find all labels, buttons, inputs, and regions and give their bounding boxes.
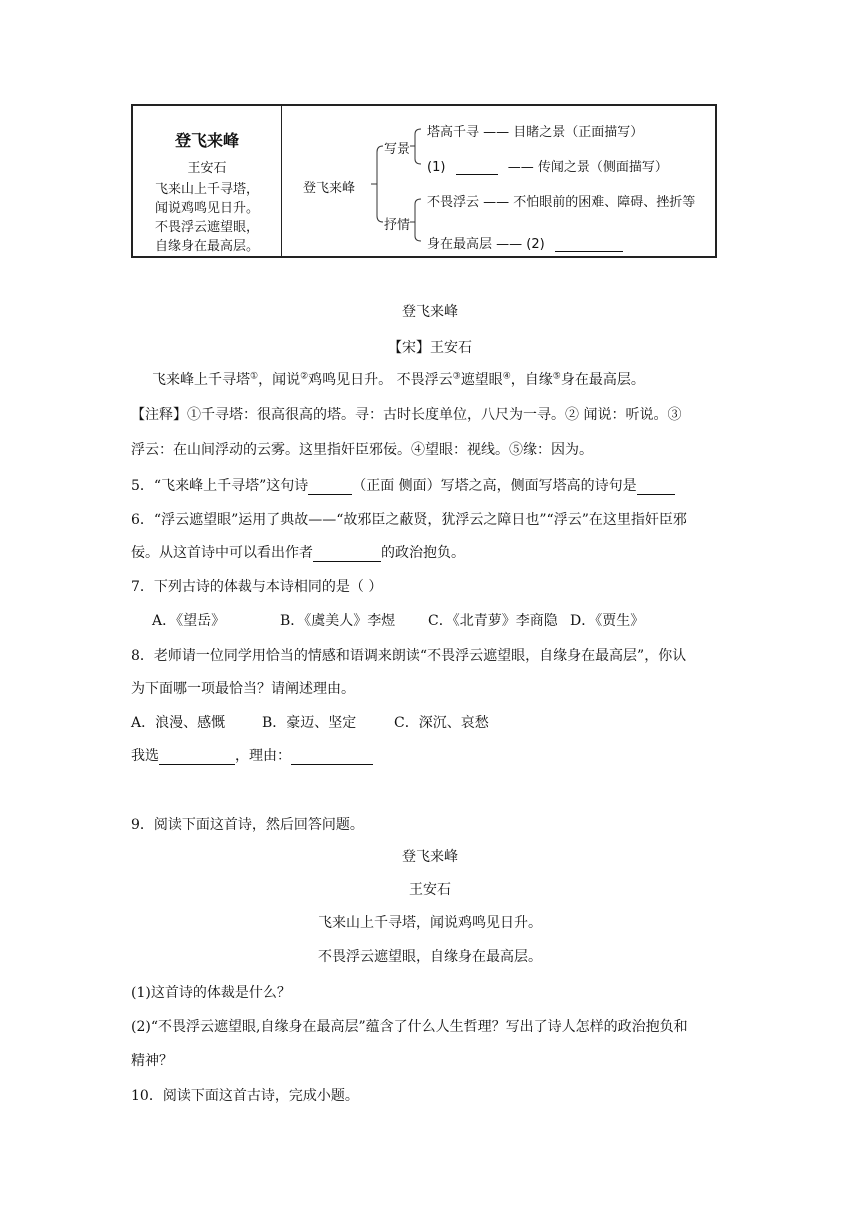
q7-option-a[interactable]: A．《望岳》 (152, 613, 226, 629)
question-8-line-1: 8．老师请一位同学用恰当的情感和语调来朗读“不畏浮云遮望眼，自缘身在最高层”，你认 (131, 648, 687, 664)
q7-option-c[interactable]: C．《北青萝》李商隐 (428, 613, 558, 629)
question-10: 10．阅读下面这首古诗，完成小题。 (131, 1088, 359, 1104)
q7-option-d[interactable]: D．《贾生》 (570, 613, 645, 629)
mindmap-blank-1[interactable] (456, 160, 498, 175)
question-8-line-2: 为下面哪一项最恰当？请阐述理由。 (131, 681, 355, 697)
question-9-2-line-2: 精神？ (131, 1053, 173, 1069)
poem-notes-line-2: 浮云：在山间浮动的云雾。这里指奸臣邪佞。④望眼：视线。⑤缘：因为。 (131, 442, 593, 458)
poem2-author: 王安石 (409, 882, 451, 898)
q8-option-a[interactable]: A．浪漫、感慨 (131, 715, 226, 731)
mindmap-poem-line: 不畏浮云遮望眼， (154, 220, 259, 235)
question-9-2-line-1: (2)“不畏浮云遮望眼,自缘身在最高层”蕴含了什么人生哲理？写出了诗人怎样的政治抱负和 (131, 1019, 688, 1035)
q7-option-b[interactable]: B．《虞美人》李煜 (280, 613, 396, 629)
mindmap-structure-panel (281, 106, 715, 256)
q8-choice-blank[interactable] (159, 750, 235, 765)
poem-text: 飞来峰上千寻塔①，闻说②鸡鸣见日升。 不畏浮云③遮望眼④，自缘⑤身在最高层。 (152, 371, 645, 388)
q6-blank[interactable] (313, 547, 381, 562)
poem2-title: 登飞来峰 (402, 849, 458, 865)
mindmap-poem-panel (133, 106, 282, 256)
question-6-line-1: 6．“浮云遮望眼”运用了典故——“故邪臣之蔽贤，犹浮云之障日也”“浮云”在这里指奸臣邪 (131, 512, 687, 528)
poem2-line-1: 飞来山上千寻塔，闻说鸡鸣见日升。 (318, 915, 542, 931)
mindmap-leaf-highest: 身在最高层 —— (2) (427, 233, 623, 252)
mindmap-branch-emotion: 抒情 (384, 218, 411, 233)
poem-notes-line-1: 【注释】①千寻塔：很高很高的塔。寻：古时长度单位，八尺为一寻。② 闻说：听说。③ (131, 407, 682, 423)
mindmap-leaf-tower: 塔高千寻 —— 目睹之景（正面描写） (427, 125, 644, 140)
mindmap-leaf-clouds: 不畏浮云 —— 不怕眼前的困难、障碍、挫折等 (427, 195, 696, 210)
mindmap-poem-line: 闻说鸡鸣见日升。 (154, 201, 259, 216)
mindmap-leaf-hearsay: (1) —— 传闻之景（侧面描写） (427, 160, 668, 175)
q5-blank-1[interactable] (308, 480, 352, 495)
mindmap-poem-line: 自缘身在最高层。 (154, 239, 259, 254)
question-8-answer: 我选 ，理由： (131, 745, 373, 765)
question-7-options (152, 610, 644, 630)
poem-mindmap-figure (131, 104, 717, 258)
mindmap-root: 登飞来峰 (303, 181, 356, 196)
question-6-line-2: 佞。从这首诗中可以看出作者 的政治抱负。 (131, 545, 465, 561)
question-8-options (131, 712, 489, 732)
question-9: 9．阅读下面这首诗，然后回答问题。 (131, 817, 364, 833)
mindmap-poem-line: 飞来山上千寻塔， (154, 182, 259, 197)
q8-reason-blank[interactable] (291, 750, 373, 765)
poem-author: 【宋】王安石 (388, 340, 472, 356)
q5-blank-2[interactable] (637, 480, 675, 495)
mindmap-branch-scenery: 写景 (384, 142, 411, 157)
q8-option-c[interactable]: C．深沉、哀愁 (394, 715, 489, 731)
q8-option-b[interactable]: B．豪迈、坚定 (262, 715, 357, 731)
question-9-1: (1)这首诗的体裁是什么？ (131, 985, 291, 1001)
poem2-line-2: 不畏浮云遮望眼，自缘身在最高层。 (318, 949, 542, 965)
mindmap-blank-2[interactable] (555, 237, 623, 252)
poem-title: 登飞来峰 (402, 304, 458, 320)
mindmap-poem-title: 登飞来峰 (174, 131, 239, 150)
question-5: 5．“飞来峰上千寻塔”这句诗 （正面 侧面）写塔之高，侧面写塔高的诗句是 (131, 475, 675, 495)
question-7: 7．下列古诗的体裁与本诗相同的是（ ） (131, 579, 383, 595)
mindmap-poem-author: 王安石 (187, 161, 227, 176)
